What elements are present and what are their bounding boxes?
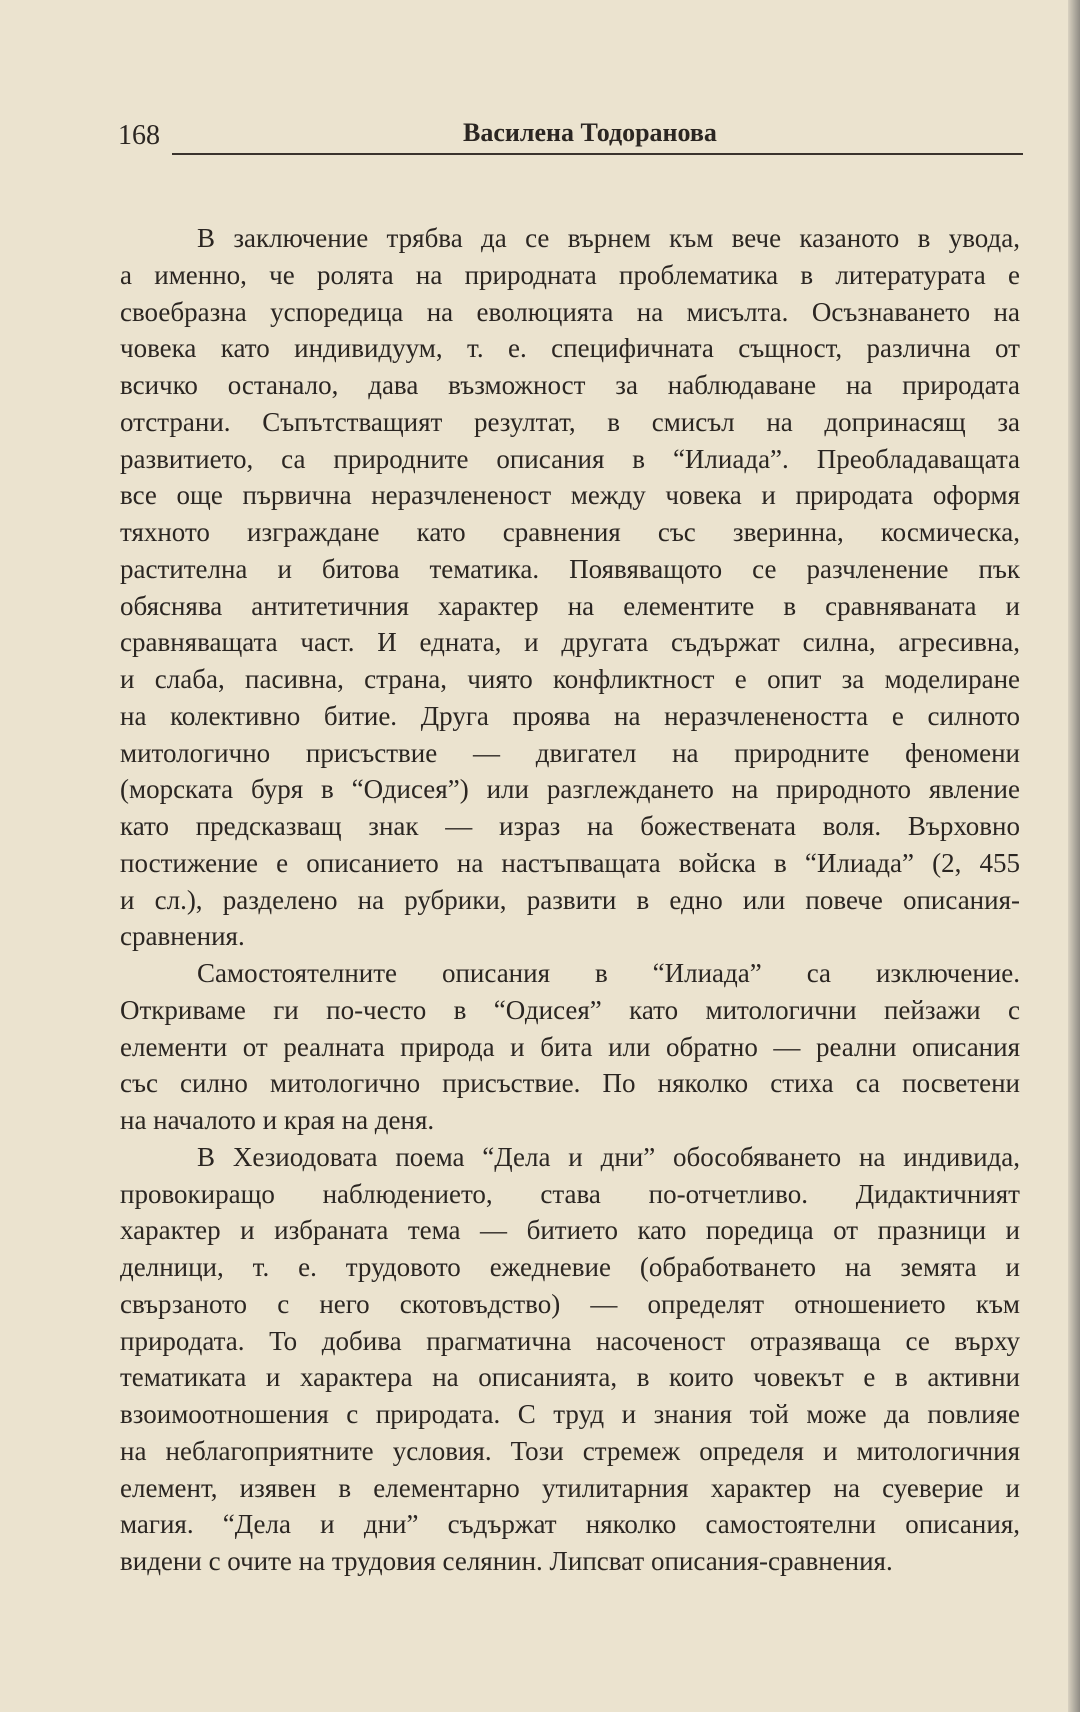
- text-line: и сл.), разделено на рубрики, развити в едно или повече описания-: [120, 884, 1020, 915]
- text-line: елемент, изявен в елементарно утилитарния характер на суеверие и: [120, 1472, 1020, 1503]
- text-line: видени с очите на трудовия селянин. Липсват описания-сравнения.: [120, 1546, 893, 1576]
- text-line: със силно митологично присъствие. По няколко стиха са посветени: [120, 1068, 1020, 1099]
- text-line: В заключение трябва да се върнем към вече казаното в увода,: [197, 223, 1020, 253]
- text-line: постижение е описанието на настъпващата войска в “Илиада” (2, 455: [120, 847, 1020, 878]
- text-line: човека като индивидуум, т. е. специфичната същност, различна от: [120, 333, 1020, 364]
- text-line: делници, т. е. трудовото ежедневие (обработването на земята и: [120, 1252, 1020, 1282]
- text-line: и слаба, пасивна, страна, чиято конфликтност е опит за моделиране: [120, 664, 1020, 694]
- text-line: провокиращо наблюдението, става по-отчетливо. Дидактичният: [120, 1178, 1020, 1209]
- text-line: сравняващата част. И едната, и другата съдържат силна, агресивна,: [120, 627, 1020, 658]
- text-line: растителна и битова тематика. Появяващото се разчленение пък: [120, 553, 1020, 584]
- text-line: характер и избраната тема — битието като поредица от празници и: [120, 1215, 1020, 1246]
- text-line: тематиката и характера на описанията, в които човекът е в активни: [120, 1362, 1020, 1393]
- page-number: 168: [118, 120, 160, 151]
- text-line: елементи от реалната природа и бита или обратно — реални описания: [120, 1031, 1020, 1062]
- text-line: като предсказващ знак — израз на божествената воля. Върховно: [120, 811, 1020, 841]
- text-line: (морската буря в “Одисея”) или разглеждането на природното явление: [120, 774, 1020, 805]
- text-line: развитието, са природните описания в “Илиада”. Преобладаващата: [120, 443, 1020, 474]
- header-rule: [172, 153, 1023, 155]
- text-line: митологично присъствие — двигател на природните феномени: [120, 737, 1020, 768]
- running-title: Василена Тодоранова: [463, 118, 717, 147]
- text-line: В Хезиодовата поема “Дела и дни” обособяването на индивида,: [197, 1141, 1020, 1172]
- text-line: все още първична неразчлененост между човека и природата оформя: [120, 480, 1020, 511]
- text-line: Самостоятелните описания в “Илиада” са изключение.: [197, 958, 1020, 988]
- body-text: [120, 220, 1020, 1580]
- text-line: отстрани. Съпътстващият резултат, в смисъл на допринасящ за: [120, 406, 1020, 437]
- paragraph: [120, 220, 1020, 955]
- text-line: тяхното изграждане като сравнения със зверинна, космическа,: [120, 517, 1020, 547]
- text-line: всичко останало, дава възможност за наблюдаване на природата: [120, 370, 1020, 400]
- text-line: магия. “Дела и дни” съдържат няколко самостоятелни описания,: [120, 1509, 1020, 1540]
- text-line: природата. То добива прагматична насоченост отразяваща се върху: [120, 1325, 1020, 1356]
- text-line: своебразна успоредица на еволюцията на мисълта. Осъзнаването на: [120, 296, 1020, 327]
- text-line: свързаното с него скотовъдство) — определят отношението към: [120, 1288, 1020, 1319]
- paragraph: [120, 1139, 1020, 1580]
- text-line: сравнения.: [120, 921, 245, 952]
- text-line: Откриваме ги по-често в “Одисея” като митологични пейзажи с: [120, 994, 1020, 1025]
- text-line: на колективно битие. Друга проява на неразчленеността е силното: [120, 700, 1020, 731]
- text-line: на началото и края на деня.: [120, 1105, 435, 1135]
- page-edge-shadow: [1068, 0, 1080, 1712]
- text-line: а именно, че ролята на природната проблематика в литературата е: [120, 259, 1020, 290]
- text-line: обяснява антитетичния характер на елементите в сравняваната и: [120, 590, 1020, 621]
- text-line: на неблагоприятните условия. Този стремеж определя и митологичния: [120, 1435, 1020, 1466]
- paragraph: [120, 955, 1020, 1139]
- text-line: взоимоотношения с природата. С труд и знания той може да повлияе: [120, 1399, 1020, 1429]
